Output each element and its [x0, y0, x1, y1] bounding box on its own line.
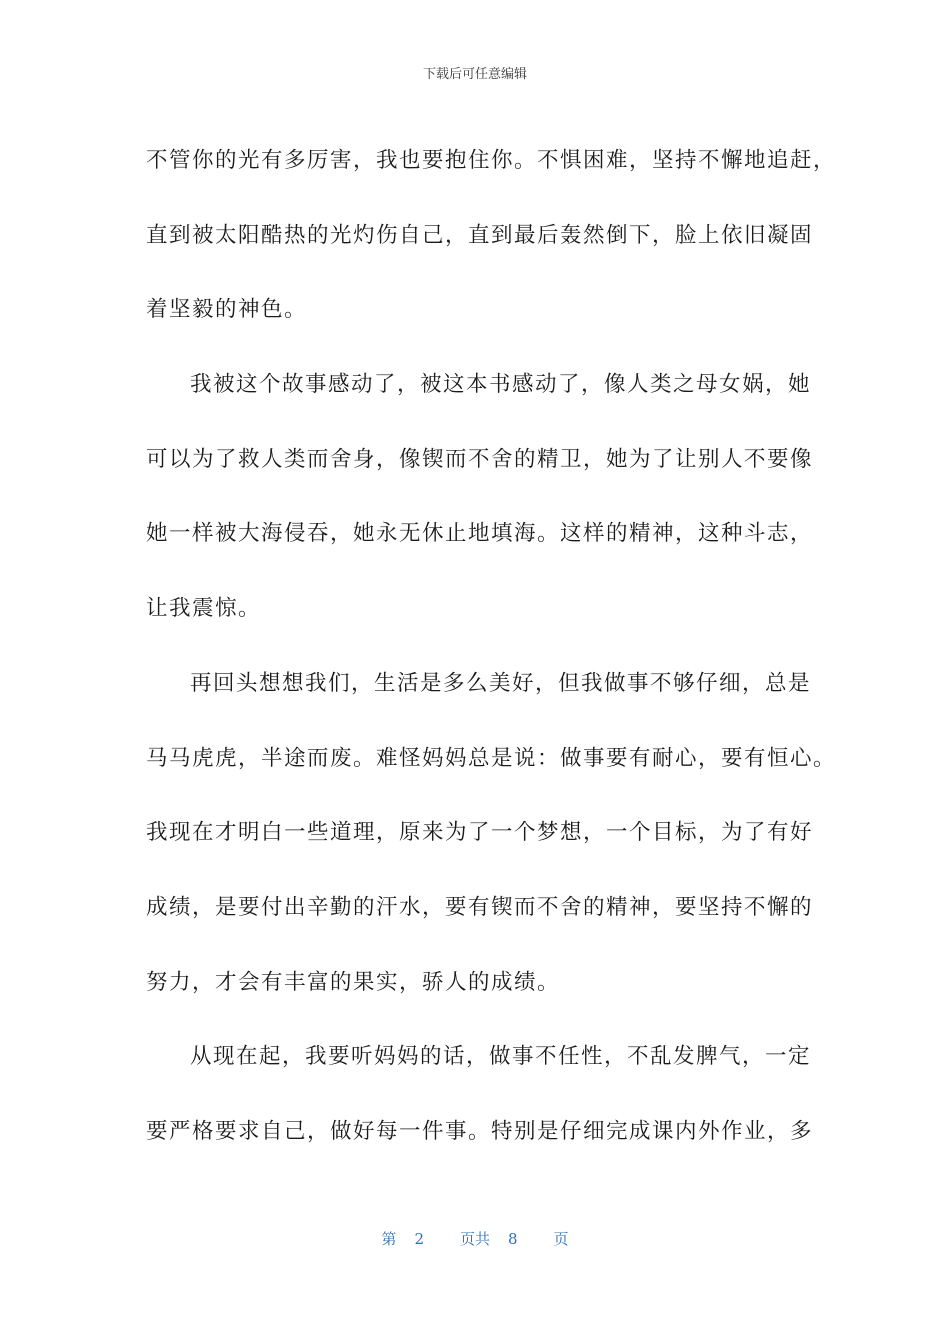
- text-line: 让我震惊。: [146, 596, 262, 622]
- footer-prefix: 第: [381, 1230, 397, 1248]
- text-line: 努力，才会有丰富的果实，骄人的成绩。: [146, 969, 561, 995]
- paragraph-start-line: 从现在起，我要听妈妈的话，做事不任性，不乱发脾气，一定: [190, 1044, 812, 1070]
- text-line: 不管你的光有多厉害，我也要抱住你。不惧困难，坚持不懈地追赶，: [146, 148, 837, 173]
- text-line: 马马虎虎，半途而废。难怪妈妈总是说：做事要有耐心，要有恒心。: [146, 745, 837, 771]
- footer-suffix: 页: [553, 1230, 569, 1248]
- footer-total-pages: 8: [508, 1230, 518, 1248]
- footer-page-number: 2: [414, 1230, 424, 1248]
- page-header: 下载后可任意编辑: [422, 67, 527, 82]
- text-line: 要严格要求自己，做好每一件事。特别是仔细完成课内外作业，多: [146, 1118, 814, 1144]
- text-line: 我现在才明白一些道理，原来为了一个梦想，一个目标，为了有好: [146, 820, 814, 846]
- paragraph-start-line: 再回头想想我们，生活是多么美好，但我做事不够仔细，总是: [190, 670, 812, 696]
- text-line: 可以为了救人类而舍身，像锲而不舍的精卫，她为了让别人不要像: [146, 446, 814, 472]
- text-line: 直到被太阳酷热的光灼伤自己，直到最后轰然倒下，脸上依旧凝固: [146, 222, 814, 248]
- page-footer: [0, 1228, 950, 1250]
- text-line: 成绩，是要付出辛勤的汗水，要有锲而不舍的精神，要坚持不懈的: [146, 894, 814, 920]
- paragraph-start-line: 我被这个故事感动了，被这本书感动了，像人类之母女娲，她: [190, 372, 812, 398]
- text-line: 她一样被大海侵吞，她永无休止地填海。这样的精神，这种斗志，: [146, 521, 814, 547]
- footer-middle: 页共: [459, 1230, 490, 1248]
- body-text: [146, 124, 837, 1170]
- text-line: 着坚毅的神色。: [146, 297, 308, 323]
